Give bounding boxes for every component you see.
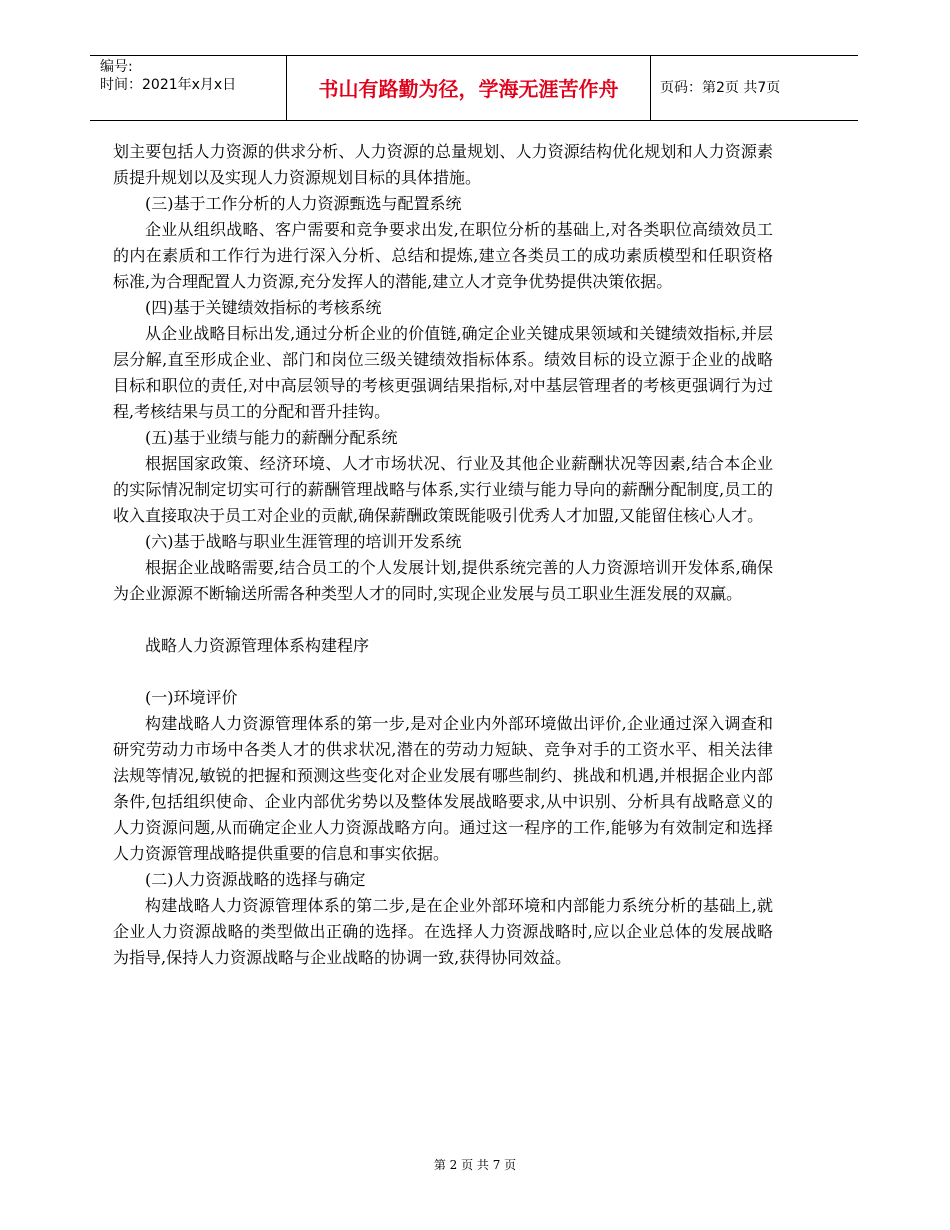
- section-heading: (四)基于关键绩效指标的考核系统: [145, 298, 382, 317]
- paragraph: 从企业战略目标出发,通过分析企业的价值链,确定企业关键成果领域和关键绩效指标,并层层分解,直至形成企业、部门和岗位三级关键绩效指标体系。绩效目标的设立源于企业的战略目标和职位的责任,对中高层领导的考核更强调结果指标,对中基层管理者的考核更强调行为过程,考核结果与员工的分配和晋升挂钩。: [113, 324, 773, 421]
- paragraph: 根据国家政策、经济环境、人才市场状况、行业及其他企业薪酬状况等因素,结合本企业的实际情况制定切实可行的薪酬管理战略与体系,实行业绩与能力导向的薪酬分配制度,员工的收入直接取决于员工对企业的贡献,确保薪酬政策既能吸引优秀人才加盟,又能留住核心人才。: [113, 454, 773, 525]
- section-heading: (三)基于工作分析的人力资源甄选与配置系统: [145, 194, 462, 213]
- paragraph: 根据企业战略需要,结合员工的个人发展计划,提供系统完善的人力资源培训开发体系,确保为企业源源不断输送所需各种类型人才的同时,实现企业发展与员工职业生涯发展的双赢。: [113, 558, 773, 603]
- section-heading: (五)基于业绩与能力的薪酬分配系统: [145, 428, 398, 447]
- section-heading: (六)基于战略与职业生涯管理的培训开发系统: [145, 532, 462, 551]
- document-time-label: 时间：2021年x月x日: [100, 77, 237, 93]
- section-heading: (二)人力资源战略的选择与确定: [145, 870, 366, 889]
- page-header: [90, 55, 858, 121]
- header-info: [100, 58, 236, 94]
- header-motto: 书山有路勤为径，学海无涯苦作舟: [318, 77, 619, 101]
- paragraph: 构建战略人力资源管理体系的第一步,是对企业内外部环境做出评价,企业通过深入调查和研究劳动力市场中各类人才的供求状况,潜在的劳动力短缺、竞争对手的工资水平、相关法律法规等情况,敏锐的把握和预测这些变化对企业发展有哪些制约、挑战和机遇,并根据企业内部条件,包括组织使命、企业内部优劣势以及整体发展战略要求,从中识别、分析具有战略意义的人力资源问题,从而确定企业人力资源战略方向。通过这一程序的工作,能够为有效制定和选择人力资源管理战略提供重要的信息和事实依据。: [113, 714, 773, 863]
- paragraph: 企业从组织战略、客户需要和竞争要求出发,在职位分析的基础上,对各类职位高绩效员工的内在素质和工作行为进行深入分析、总结和提炼,建立各类员工的成功素质模型和任职资格标准,为合理配置人力资源,充分发挥人的潜能,建立人才竞争优势提供决策依据。: [113, 220, 773, 291]
- paragraph: 构建战略人力资源管理体系的第二步,是在企业外部环境和内部能力系统分析的基础上,就企业人力资源战略的类型做出正确的选择。在选择人力资源战略时,应以企业总体的发展战略为指导,保持人力资源战略与企业战略的协调一致,获得协同效益。: [113, 896, 773, 967]
- section-title: 战略人力资源管理体系构建程序: [145, 636, 370, 655]
- header-divider: [650, 56, 651, 120]
- paragraph: 划主要包括人力资源的供求分析、人力资源的总量规划、人力资源结构优化规划和人力资源素质提升规划以及实现人力资源规划目标的具体措施。: [113, 142, 773, 187]
- page-footer: 第 2 页 共 7 页: [433, 1158, 517, 1172]
- document-number-label: 编号:: [100, 59, 133, 75]
- section-heading: (一)环境评价: [145, 688, 238, 707]
- document-body: [113, 139, 773, 971]
- header-page-number: 页码：第2页 共7页: [660, 80, 781, 96]
